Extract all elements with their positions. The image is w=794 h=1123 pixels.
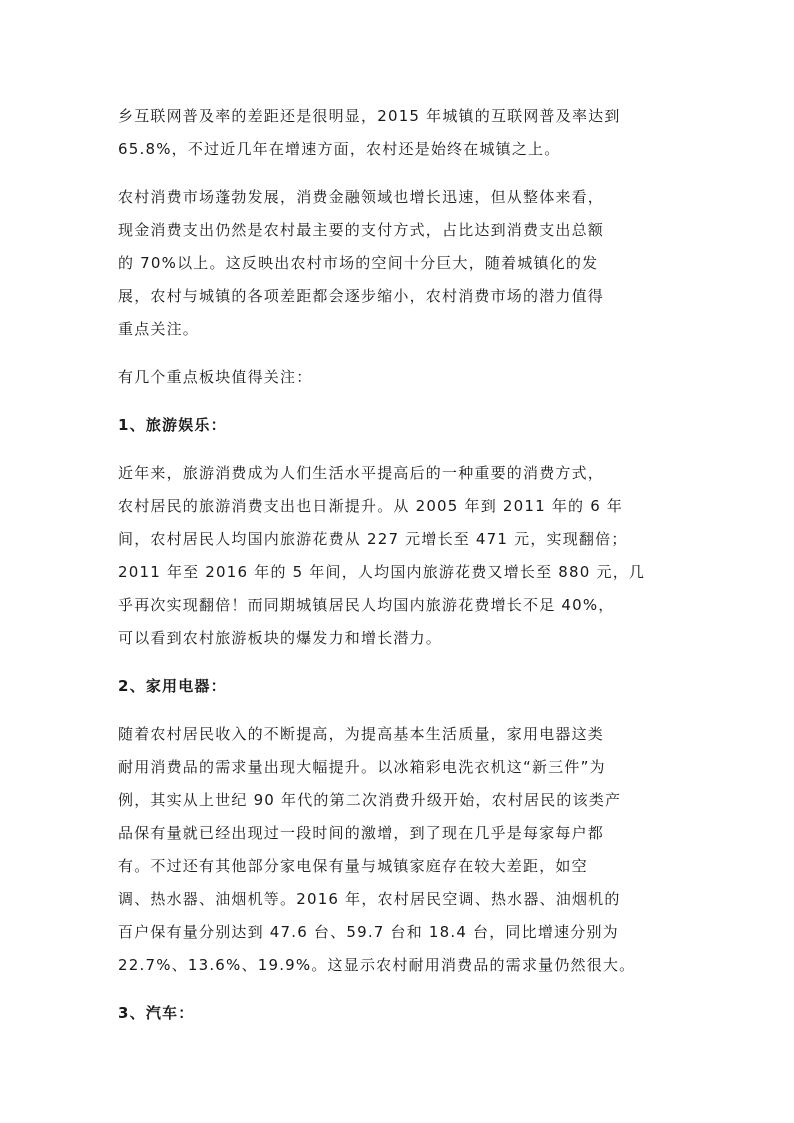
text-line: 品保有量就已经出现过一段时间的激增，到了现在几乎是每家每户都 xyxy=(118,824,605,842)
paragraph-internet xyxy=(118,100,674,166)
text-line: 例，其实从上世纪 90 年代的第二次消费升级开始，农村居民的该类产 xyxy=(118,791,622,809)
text-line: 乎再次实现翻倍！而同期城镇居民人均国内旅游花费增长不足 40%， xyxy=(118,596,615,614)
text-line: 随着农村居民收入的不断提高，为提高基本生活质量，家用电器这类 xyxy=(118,725,605,743)
text-line: 22.7%、13.6%、19.9%。这显示农村耐用消费品的需求量仍然很大。 xyxy=(118,956,636,974)
section-heading-tourism: 1、旅游娱乐： xyxy=(118,416,227,434)
paragraph-consumption xyxy=(118,181,674,346)
text-line: 耐用消费品的需求量出现大幅提升。以冰箱彩电洗衣机这“新三件”为 xyxy=(118,758,606,776)
paragraph-intro xyxy=(118,361,674,394)
text-line: 重点关注。 xyxy=(118,320,200,338)
paragraph-tourism xyxy=(118,457,674,655)
document-page xyxy=(118,100,674,1045)
section-heading-appliances: 2、家用电器： xyxy=(118,677,227,695)
text-line: 乡互联网普及率的差距还是很明显，2015 年城镇的互联网普及率达到 xyxy=(118,107,621,125)
text-line: 调、热水器、油烟机等。2016 年，农村居民空调、热水器、油烟机的 xyxy=(118,890,621,908)
text-line: 间，农村居民人均国内旅游花费从 227 元增长至 471 元，实现翻倍； xyxy=(118,530,628,548)
text-line: 有几个重点板块值得关注： xyxy=(118,368,313,386)
text-line: 百户保有量分别达到 47.6 台、59.7 台和 18.4 台，同比增速分别为 xyxy=(118,923,619,941)
text-line: 展，农村与城镇的各项差距都会逐步缩小，农村消费市场的潜力值得 xyxy=(118,287,605,305)
text-line: 有。不过还有其他部分家电保有量与城镇家庭存在较大差距，如空 xyxy=(118,857,588,875)
text-line: 65.8%，不过近几年在增速方面，农村还是始终在城镇之上。 xyxy=(118,140,561,158)
text-line: 可以看到农村旅游板块的爆发力和增长潜力。 xyxy=(118,629,443,647)
text-line: 2011 年至 2016 年的 5 年间，人均国内旅游花费又增长至 880 元，几 xyxy=(118,563,646,581)
text-line: 农村居民的旅游消费支出也日渐提升。从 2005 年到 2011 年的 6 年 xyxy=(118,497,624,515)
text-line: 农村消费市场蓬勃发展，消费金融领域也增长迅速，但从整体来看， xyxy=(118,188,605,206)
paragraph-appliances xyxy=(118,718,674,982)
text-line: 近年来，旅游消费成为人们生活水平提高后的一种重要的消费方式， xyxy=(118,464,605,482)
text-line: 现金消费支出仍然是农村最主要的支付方式，占比达到消费支出总额 xyxy=(118,221,605,239)
section-heading-cars: 3、汽车： xyxy=(118,1004,195,1022)
text-line: 的 70%以上。这反映出农村市场的空间十分巨大，随着城镇化的发 xyxy=(118,254,599,272)
